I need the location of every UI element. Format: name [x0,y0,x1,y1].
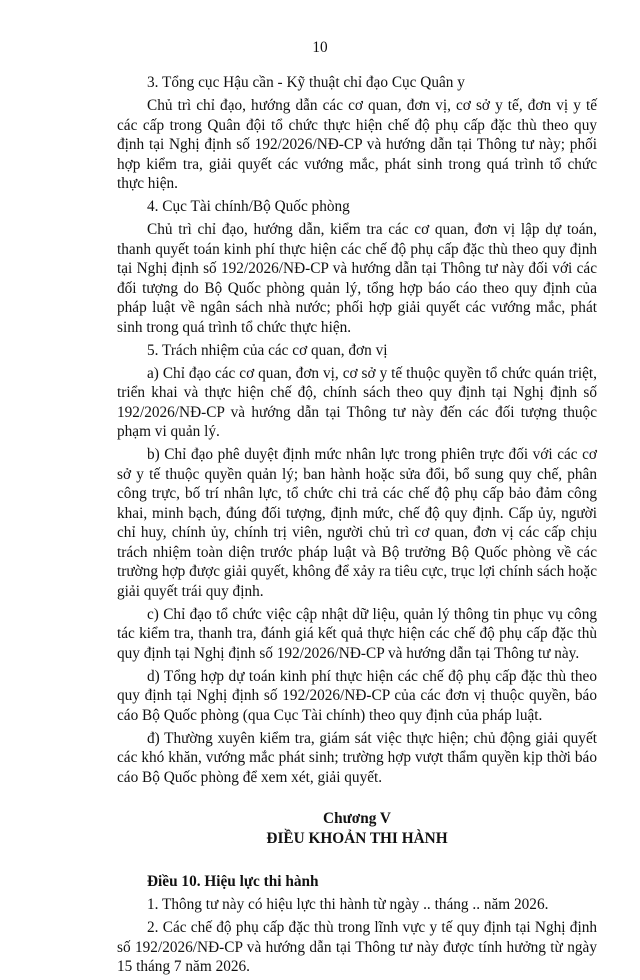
section-3-body: Chủ trì chỉ đạo, hướng dẫn các cơ quan, đơn vị, cơ sở y tế, đơn vị y tế các cấp trong Quân đội tổ chức thực hiện chế độ phụ cấp đặc thù theo quy định tại Nghị định số 192/2026/NĐ-CP và hướng dẫn tại Thông tư này; phối hợp kiểm tra, giải quyết các vướng mắc, phát sinh trong quá trình tổ chức thực hiện. [117,97,597,192]
document-body [117,73,597,980]
page-number: 10 [312,39,328,56]
article-10-clause-2: 2. Các chế độ phụ cấp đặc thù trong lĩnh vực y tế quy định tại Nghị định số 192/2026/NĐ-CP và hướng dẫn tại Thông tư này được tính hưởng từ ngày 15 tháng 7 năm 2026. [117,919,597,975]
article-10-title: Điều 10. Hiệu lực thi hành [147,873,319,890]
section-4-body: Chủ trì chỉ đạo, hướng dẫn, kiểm tra các cơ quan, đơn vị lập dự toán, thanh quyết toán kinh phí thực hiện các chế độ phụ cấp đặc thù theo quy định tại Nghị định số 192/2026/NĐ-CP và hướng dẫn tại Thông tư này đối với các đối tượng do Bộ Quốc phòng quản lý, tổng hợp báo cáo theo quy định của pháp luật về ngân sách nhà nước; phối hợp giải quyết các vướng mắc, phát sinh trong quá trình tổ chức thực hiện. [117,221,597,336]
section-5-item-b: b) Chỉ đạo phê duyệt định mức nhân lực trong phiên trực đối với các cơ sở y tế thuộc quyền quản lý; ban hành hoặc sửa đổi, bổ sung quy chế, phân công trực, bố trí nhân lực, tổ chức chi trả các chế độ phụ cấp bảo đảm công khai, minh bạch, đúng đối tượng, định mức, chế độ quy định. Cấp ủy, người chỉ huy, chính ủy, chính trị viên, người chủ trì cơ quan, đơn vị các cấp chịu trách nhiệm toàn diện trước pháp luật và Bộ trưởng Bộ Quốc phòng về các trường hợp được giải quyết, không để xảy ra tiêu cực, trục lợi chính sách hoặc giải quyết trái quy định. [117,446,597,600]
chapter-label: Chương V [323,810,391,827]
section-5-item-a: a) Chỉ đạo các cơ quan, đơn vị, cơ sở y tế thuộc quyền tổ chức quán triệt, triển khai và thực hiện chế độ, chính sách theo quy định tại Nghị định số 192/2026/NĐ-CP và hướng dẫn tại Thông tư này đến các đối tượng thuộc phạm vi quản lý. [117,364,597,440]
section-5-item-c: c) Chỉ đạo tổ chức việc cập nhật dữ liệu, quản lý thông tin phục vụ công tác kiểm tra, thanh tra, đánh giá kết quả thực hiện các chế độ phụ cấp đặc thù quy định tại Nghị định số 192/2026/NĐ-CP và hướng dẫn tại Thông tư này. [117,605,597,662]
section-5-item-d: d) Tổng hợp dự toán kinh phí thực hiện các chế độ phụ cấp đặc thù theo quy định tại Nghị định số 192/2026/NĐ-CP của các đơn vị thuộc quyền, báo cáo Bộ Quốc phòng (qua Cục Tài chính) theo quy định của pháp luật. [117,667,597,724]
section-3-heading: 3. Tổng cục Hậu cần - Kỹ thuật chỉ đạo Cục Quân y [147,74,465,91]
article-10-clause-1: 1. Thông tư này có hiệu lực thi hành từ ngày .. tháng .. năm 2026. [147,896,549,913]
chapter-title: ĐIỀU KHOẢN THI HÀNH [266,829,448,847]
section-5-item-dd: đ) Thường xuyên kiểm tra, giám sát việc thực hiện; chủ động giải quyết các khó khăn, vướng mắc phát sinh; trường hợp vượt thẩm quyền kịp thời báo cáo Bộ Quốc phòng để xem xét, giải quyết. [117,729,597,786]
section-5-heading: 5. Trách nhiệm của các cơ quan, đơn vị [147,341,388,359]
section-4-heading: 4. Cục Tài chính/Bộ Quốc phòng [147,198,350,215]
